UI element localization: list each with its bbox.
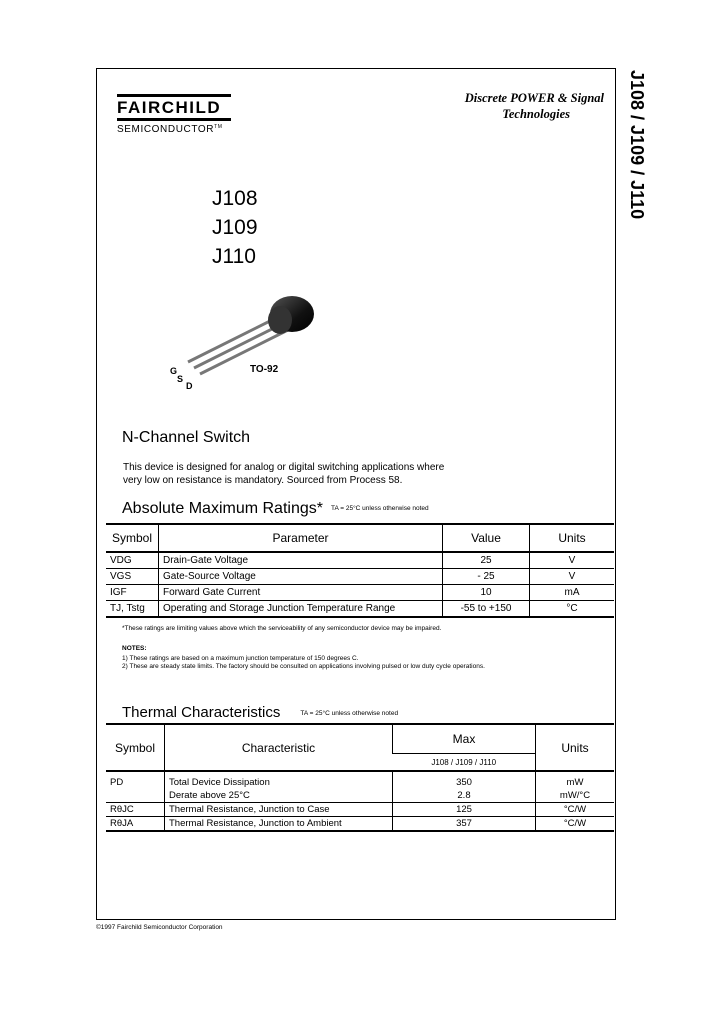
thermal-condition: TA = 25°C unless otherwise noted bbox=[300, 709, 399, 717]
part-number: J108 bbox=[212, 187, 258, 210]
pin-label: S bbox=[177, 374, 184, 384]
table-row: VGS Gate-Source Voltage - 25 V bbox=[106, 569, 614, 585]
table-row: PD Total Device Dissipation 350 mW bbox=[106, 771, 614, 789]
pin-label: G bbox=[170, 366, 178, 376]
table-row: RθJA Thermal Resistance, Junction to Ambient 357 °C/W bbox=[106, 817, 614, 832]
col-header: Symbol bbox=[106, 724, 165, 771]
pin-label: D bbox=[186, 381, 193, 391]
table-row: IGF Forward Gate Current 10 mA bbox=[106, 585, 614, 601]
col-header: Parameter bbox=[159, 524, 443, 552]
table-row: Derate above 25°C 2.8 mW/°C bbox=[106, 789, 614, 803]
notes-title: NOTES: bbox=[122, 645, 147, 652]
abs-max-heading bbox=[122, 500, 429, 518]
col-header: Characteristic bbox=[165, 724, 393, 771]
note-item: 1) These ratings are based on a maximum junction temperature of 150 degrees C. bbox=[122, 655, 359, 662]
device-description: This device is designed for analog or digital switching applications where very low on resistance is mandatory. Sourced from Process 58. bbox=[123, 462, 445, 486]
logo-tm: TM bbox=[214, 124, 223, 130]
thermal-heading bbox=[122, 704, 398, 721]
table-row: TJ, Tstg Operating and Storage Junction Temperature Range -55 to +150 °C bbox=[106, 601, 614, 618]
table-row: VDG Drain-Gate Voltage 25 V bbox=[106, 552, 614, 569]
logo-name: FAIRCHILD bbox=[117, 98, 222, 117]
tagline bbox=[414, 90, 604, 122]
fairchild-logo bbox=[117, 94, 247, 135]
thermal-title: Thermal Characteristics bbox=[122, 704, 281, 721]
col-header: Max bbox=[393, 724, 536, 754]
abs-max-title: Absolute Maximum Ratings* bbox=[122, 500, 323, 517]
side-title: J108 / J109 / J110 bbox=[627, 70, 647, 220]
part-number: J109 bbox=[212, 216, 258, 239]
tagline-line1: Discrete POWER & Signal bbox=[464, 91, 604, 105]
part-number: J110 bbox=[212, 245, 256, 268]
package-label: TO-92 bbox=[250, 364, 279, 375]
col-header: Symbol bbox=[106, 524, 159, 552]
to92-package-image bbox=[168, 288, 328, 398]
copyright-footer: ©1997 Fairchild Semiconductor Corporation bbox=[96, 924, 223, 931]
device-title: N-Channel Switch bbox=[122, 429, 251, 446]
part-numbers bbox=[212, 184, 258, 271]
col-header: Units bbox=[536, 724, 615, 771]
note-item: 2) These are steady state limits. The factory should be consulted on applications involving pulsed or low duty cycle operations. bbox=[122, 663, 485, 670]
max-subheader: J108 / J109 / J110 bbox=[393, 754, 536, 772]
abs-max-footnote: *These ratings are limiting values above which the serviceability of any semiconductor device may be impaired. bbox=[122, 625, 442, 632]
abs-max-condition: TA = 25°C unless otherwise noted bbox=[330, 505, 429, 513]
abs-max-table bbox=[106, 523, 614, 618]
col-header: Units bbox=[530, 524, 615, 552]
col-header: Value bbox=[443, 524, 530, 552]
thermal-table bbox=[106, 723, 614, 832]
table-row: RθJC Thermal Resistance, Junction to Case 125 °C/W bbox=[106, 803, 614, 817]
tagline-line2: Technologies bbox=[502, 107, 570, 121]
logo-sub: SEMICONDUCTOR bbox=[117, 124, 215, 135]
